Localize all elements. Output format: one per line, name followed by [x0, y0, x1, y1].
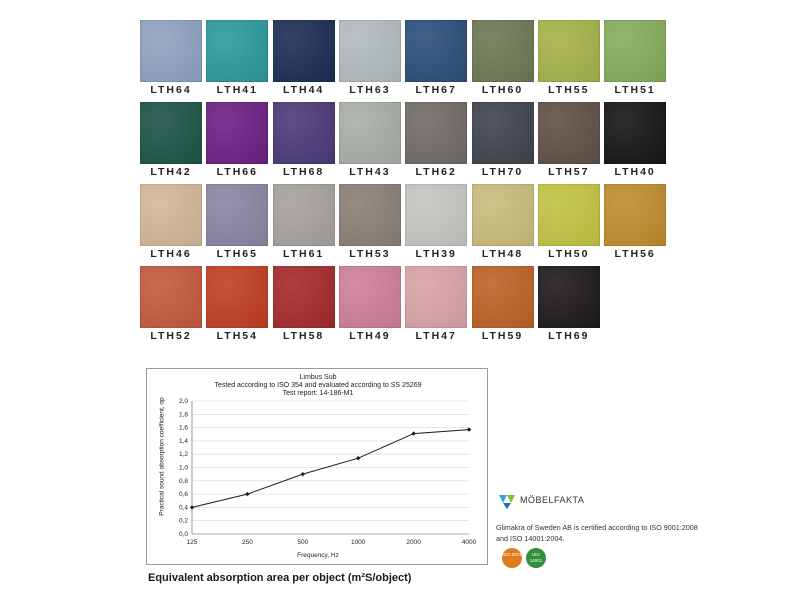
- swatch-lth55: [538, 20, 600, 82]
- swatch-label-lth41: LTH41: [216, 84, 258, 96]
- swatch-lth44: [273, 20, 335, 82]
- swatch-label-lth49: LTH49: [349, 330, 391, 342]
- swatch-label-lth66: LTH66: [216, 166, 258, 178]
- swatch-label-lth51: LTH51: [614, 84, 656, 96]
- x-tick-label: 1000: [350, 539, 366, 546]
- y-tick-label: 2,0: [178, 398, 188, 405]
- swatch-lth50: [538, 184, 600, 246]
- x-tick-label: 500: [297, 539, 309, 546]
- swatch-label-lth68: LTH68: [282, 166, 325, 178]
- iso-9001-badge-icon: ISO 9001: [502, 548, 522, 568]
- swatch-lth58: [273, 266, 335, 328]
- swatch-lth53: [339, 184, 401, 246]
- series-line: [192, 430, 469, 508]
- mobelfakta-logo-icon: [498, 492, 516, 510]
- swatch-lth39: [405, 184, 467, 246]
- swatch-label-lth50: LTH50: [548, 248, 590, 260]
- data-point: [356, 456, 360, 460]
- swatch-label-lth55: LTH55: [548, 84, 590, 96]
- chart-title: Limbus Sub: [299, 374, 337, 381]
- swatch-label-lth57: LTH57: [548, 166, 590, 178]
- iso-14001-badge-icon: ISO 14001: [526, 548, 546, 568]
- swatch-lth49: [339, 266, 401, 328]
- swatch-lth40: [604, 102, 666, 164]
- swatch-lth57: [538, 102, 600, 164]
- swatch-label-lth54: LTH54: [216, 330, 258, 342]
- swatch-lth48: [472, 184, 534, 246]
- data-point: [301, 472, 305, 476]
- swatch-lth68: [273, 102, 335, 164]
- swatch-lth41: [206, 20, 268, 82]
- swatch-lth51: [604, 20, 666, 82]
- swatch-label-lth48: LTH48: [481, 248, 524, 260]
- swatch-label-lth56: LTH56: [614, 248, 656, 260]
- data-point: [467, 427, 471, 431]
- chart-plot: [147, 369, 487, 564]
- swatch-lth66: [206, 102, 268, 164]
- swatch-label-lth40: LTH40: [614, 166, 656, 178]
- swatch-label-lth60: LTH60: [481, 84, 524, 96]
- swatch-label-lth44: LTH44: [282, 84, 325, 96]
- swatch-label-lth53: LTH53: [349, 248, 391, 260]
- y-tick-label: 0,8: [178, 477, 188, 485]
- swatch-lth56: [604, 184, 666, 246]
- swatch-label-lth58: LTH58: [282, 330, 325, 342]
- swatch-lth42: [140, 102, 202, 164]
- swatch-lth47: [405, 266, 467, 328]
- swatch-lth67: [405, 20, 467, 82]
- swatch-lth62: [405, 102, 467, 164]
- swatch-lth43: [339, 102, 401, 164]
- swatch-label-lth61: LTH61: [282, 248, 325, 260]
- x-tick-label: 250: [241, 539, 253, 546]
- data-point: [245, 492, 249, 496]
- swatch-label-lth52: LTH52: [150, 330, 192, 342]
- chart-test-report: Test report: 14-186-M1: [282, 390, 354, 397]
- chart-subtitle: Tested according to ISO 354 and evaluated according to SS 25269: [214, 382, 422, 389]
- swatch-lth69: [538, 266, 600, 328]
- certification-block: [496, 490, 716, 570]
- y-tick-label: 0,4: [178, 504, 188, 512]
- swatch-lth52: [140, 266, 202, 328]
- swatch-label-lth69: LTH69: [548, 330, 590, 342]
- absorption-chart: [146, 368, 488, 565]
- y-tick-label: 0,2: [178, 517, 188, 525]
- y-tick-label: 0,0: [178, 531, 188, 538]
- y-tick-label: 1,4: [178, 437, 188, 445]
- chart-x-axis-label: Frequency, Hz: [297, 552, 339, 559]
- swatch-lth63: [339, 20, 401, 82]
- swatch-label-lth70: LTH70: [481, 166, 524, 178]
- chart-y-axis-label: Practical sound absorption coefficient, αp: [158, 397, 166, 516]
- swatch-label-lth67: LTH67: [415, 84, 457, 96]
- data-point: [411, 431, 415, 435]
- y-tick-label: 1,2: [178, 451, 188, 459]
- swatch-label-lth39: LTH39: [415, 248, 457, 260]
- swatch-lth46: [140, 184, 202, 246]
- y-tick-label: 1,6: [178, 424, 188, 432]
- absorption-caption: Equivalent absorption area per object (m²S/object): [148, 572, 412, 584]
- swatch-label-lth47: LTH47: [415, 330, 457, 342]
- y-tick-label: 1,0: [178, 464, 188, 472]
- swatch-label-lth46: LTH46: [150, 248, 192, 260]
- swatch-label-lth63: LTH63: [349, 84, 391, 96]
- y-tick-label: 1,8: [178, 411, 188, 419]
- x-tick-label: 2000: [406, 539, 421, 546]
- swatch-label-lth59: LTH59: [481, 330, 524, 342]
- swatch-label-lth65: LTH65: [216, 248, 258, 260]
- swatch-lth54: [206, 266, 268, 328]
- swatch-lth65: [206, 184, 268, 246]
- mobelfakta-brand: MÖBELFAKTA: [520, 495, 585, 505]
- swatch-lth64: [140, 20, 202, 82]
- certification-text: Glimakra of Sweden AB is certified according to ISO 9001:2008 and ISO 14001:2004.: [496, 523, 698, 543]
- x-tick-label: 125: [186, 539, 198, 546]
- swatch-label-lth62: LTH62: [415, 166, 457, 178]
- swatch-label-lth43: LTH43: [349, 166, 391, 178]
- swatch-label-lth64: LTH64: [150, 84, 192, 96]
- swatch-lth70: [472, 102, 534, 164]
- swatch-lth59: [472, 266, 534, 328]
- swatch-label-lth42: LTH42: [150, 166, 192, 178]
- swatch-lth61: [273, 184, 335, 246]
- y-tick-label: 0,6: [178, 491, 188, 499]
- data-point: [190, 505, 194, 509]
- x-tick-label: 4000: [461, 539, 477, 546]
- swatch-lth60: [472, 20, 534, 82]
